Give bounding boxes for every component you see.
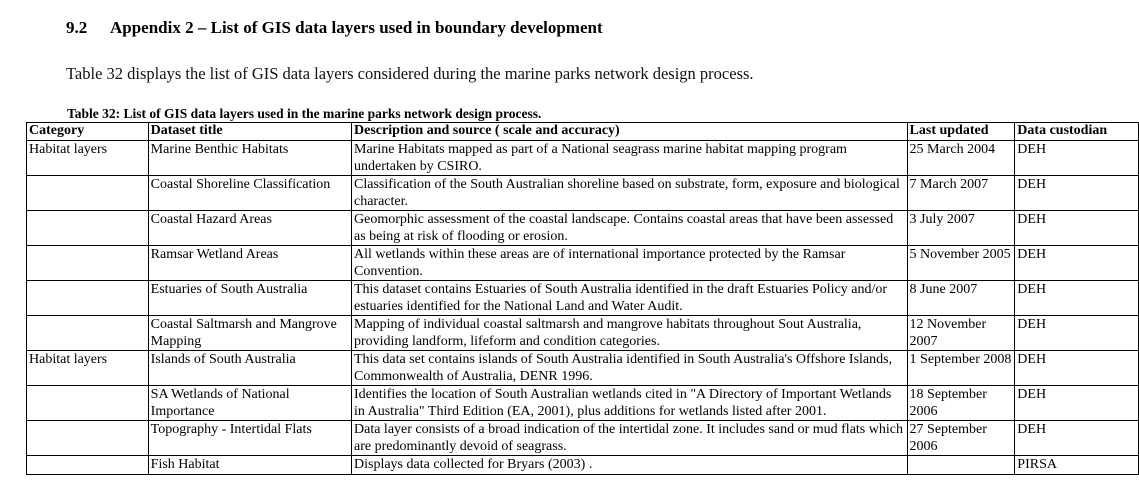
cell-data-custodian: DEH (1015, 246, 1139, 281)
cell-dataset-title: Coastal Hazard Areas (148, 211, 351, 246)
cell-dataset-title: Coastal Shoreline Classification (148, 176, 351, 211)
cell-last-updated: 12 November 2007 (907, 316, 1015, 351)
cell-last-updated: 7 March 2007 (907, 176, 1015, 211)
cell-dataset-title: Coastal Saltmarsh and Mangrove Mapping (148, 316, 351, 351)
cell-last-updated: 25 March 2004 (907, 141, 1015, 176)
cell-category (27, 281, 149, 316)
cell-dataset-title: Ramsar Wetland Areas (148, 246, 351, 281)
cell-last-updated (907, 456, 1015, 475)
cell-last-updated: 5 November 2005 (907, 246, 1015, 281)
table-row (27, 246, 1139, 281)
cell-category (27, 421, 149, 456)
cell-description: Mapping of individual coastal saltmarsh and mangrove habitats throughout Sout Australia, providing landform, lifeform and condition categories. (352, 316, 908, 351)
cell-dataset-title: SA Wetlands of National Importance (148, 386, 351, 421)
table-caption: Table 32: List of GIS data layers used in the marine parks network design process. (67, 106, 542, 121)
cell-dataset-title: Marine Benthic Habitats (148, 141, 351, 176)
header-last-updated: Last updated (907, 123, 1015, 141)
cell-category: Habitat layers (27, 141, 149, 176)
cell-category (27, 386, 149, 421)
cell-category (27, 456, 149, 475)
header-description: Description and source ( scale and accuracy) (352, 123, 908, 141)
cell-last-updated: 18 September 2006 (907, 386, 1015, 421)
header-dataset-title: Dataset title (148, 123, 351, 141)
cell-description: This dataset contains Estuaries of South Australia identified in the draft Estuaries Policy and/or estuaries identified for the National Land and Water Audit. (352, 281, 908, 316)
cell-category (27, 176, 149, 211)
cell-description: Identifies the location of South Australian wetlands cited in "A Directory of Important Wetlands in Australia" Third Edition (EA, 2001), plus additions for wetlands listed after 2001. (352, 386, 908, 421)
cell-description: This data set contains islands of South Australia identified in South Australia's Offshore Islands, Commonwealth of Australia, DENR 1996. (352, 351, 908, 386)
cell-description: All wetlands within these areas are of international importance protected by the Ramsar Convention. (352, 246, 908, 281)
cell-last-updated: 27 September 2006 (907, 421, 1015, 456)
cell-category (27, 316, 149, 351)
cell-description: Classification of the South Australian shoreline based on substrate, form, exposure and biological character. (352, 176, 908, 211)
table-row (27, 386, 1139, 421)
cell-data-custodian: DEH (1015, 211, 1139, 246)
cell-dataset-title: Islands of South Australia (148, 351, 351, 386)
header-category: Category (27, 123, 149, 141)
cell-data-custodian: DEH (1015, 281, 1139, 316)
cell-data-custodian: DEH (1015, 316, 1139, 351)
cell-data-custodian: DEH (1015, 176, 1139, 211)
cell-last-updated: 3 July 2007 (907, 211, 1015, 246)
header-data-custodian: Data custodian (1015, 123, 1139, 141)
cell-data-custodian: PIRSA (1015, 456, 1139, 475)
gis-layers-table (26, 122, 1139, 475)
cell-dataset-title: Estuaries of South Australia (148, 281, 351, 316)
cell-last-updated: 1 September 2008 (907, 351, 1015, 386)
section-title: Appendix 2 – List of GIS data layers used in boundary development (110, 18, 603, 37)
table-row (27, 456, 1139, 475)
cell-description: Geomorphic assessment of the coastal landscape. Contains coastal areas that have been assessed as being at risk of flooding or erosion. (352, 211, 908, 246)
cell-description: Marine Habitats mapped as part of a National seagrass marine habitat mapping program undertaken by CSIRO. (352, 141, 908, 176)
cell-data-custodian: DEH (1015, 351, 1139, 386)
table-row (27, 211, 1139, 246)
cell-category (27, 246, 149, 281)
table-row (27, 351, 1139, 386)
cell-last-updated: 8 June 2007 (907, 281, 1015, 316)
section-number: 9.2 (66, 18, 88, 37)
cell-data-custodian: DEH (1015, 141, 1139, 176)
intro-paragraph: Table 32 displays the list of GIS data layers considered during the marine parks network design process. (66, 64, 754, 83)
cell-category (27, 211, 149, 246)
table-row (27, 141, 1139, 176)
section-heading (66, 18, 603, 38)
table-row (27, 421, 1139, 456)
cell-category: Habitat layers (27, 351, 149, 386)
table-body (27, 141, 1139, 475)
table-row (27, 316, 1139, 351)
table-row (27, 281, 1139, 316)
cell-description: Displays data collected for Bryars (2003) . (352, 456, 908, 475)
table-row (27, 176, 1139, 211)
cell-dataset-title: Topography - Intertidal Flats (148, 421, 351, 456)
cell-data-custodian: DEH (1015, 421, 1139, 456)
cell-description: Data layer consists of a broad indication of the intertidal zone. It includes sand or mud flats which are predominantly devoid of seagrass. (352, 421, 908, 456)
table-header-row (27, 123, 1139, 141)
cell-dataset-title: Fish Habitat (148, 456, 351, 475)
cell-data-custodian: DEH (1015, 386, 1139, 421)
